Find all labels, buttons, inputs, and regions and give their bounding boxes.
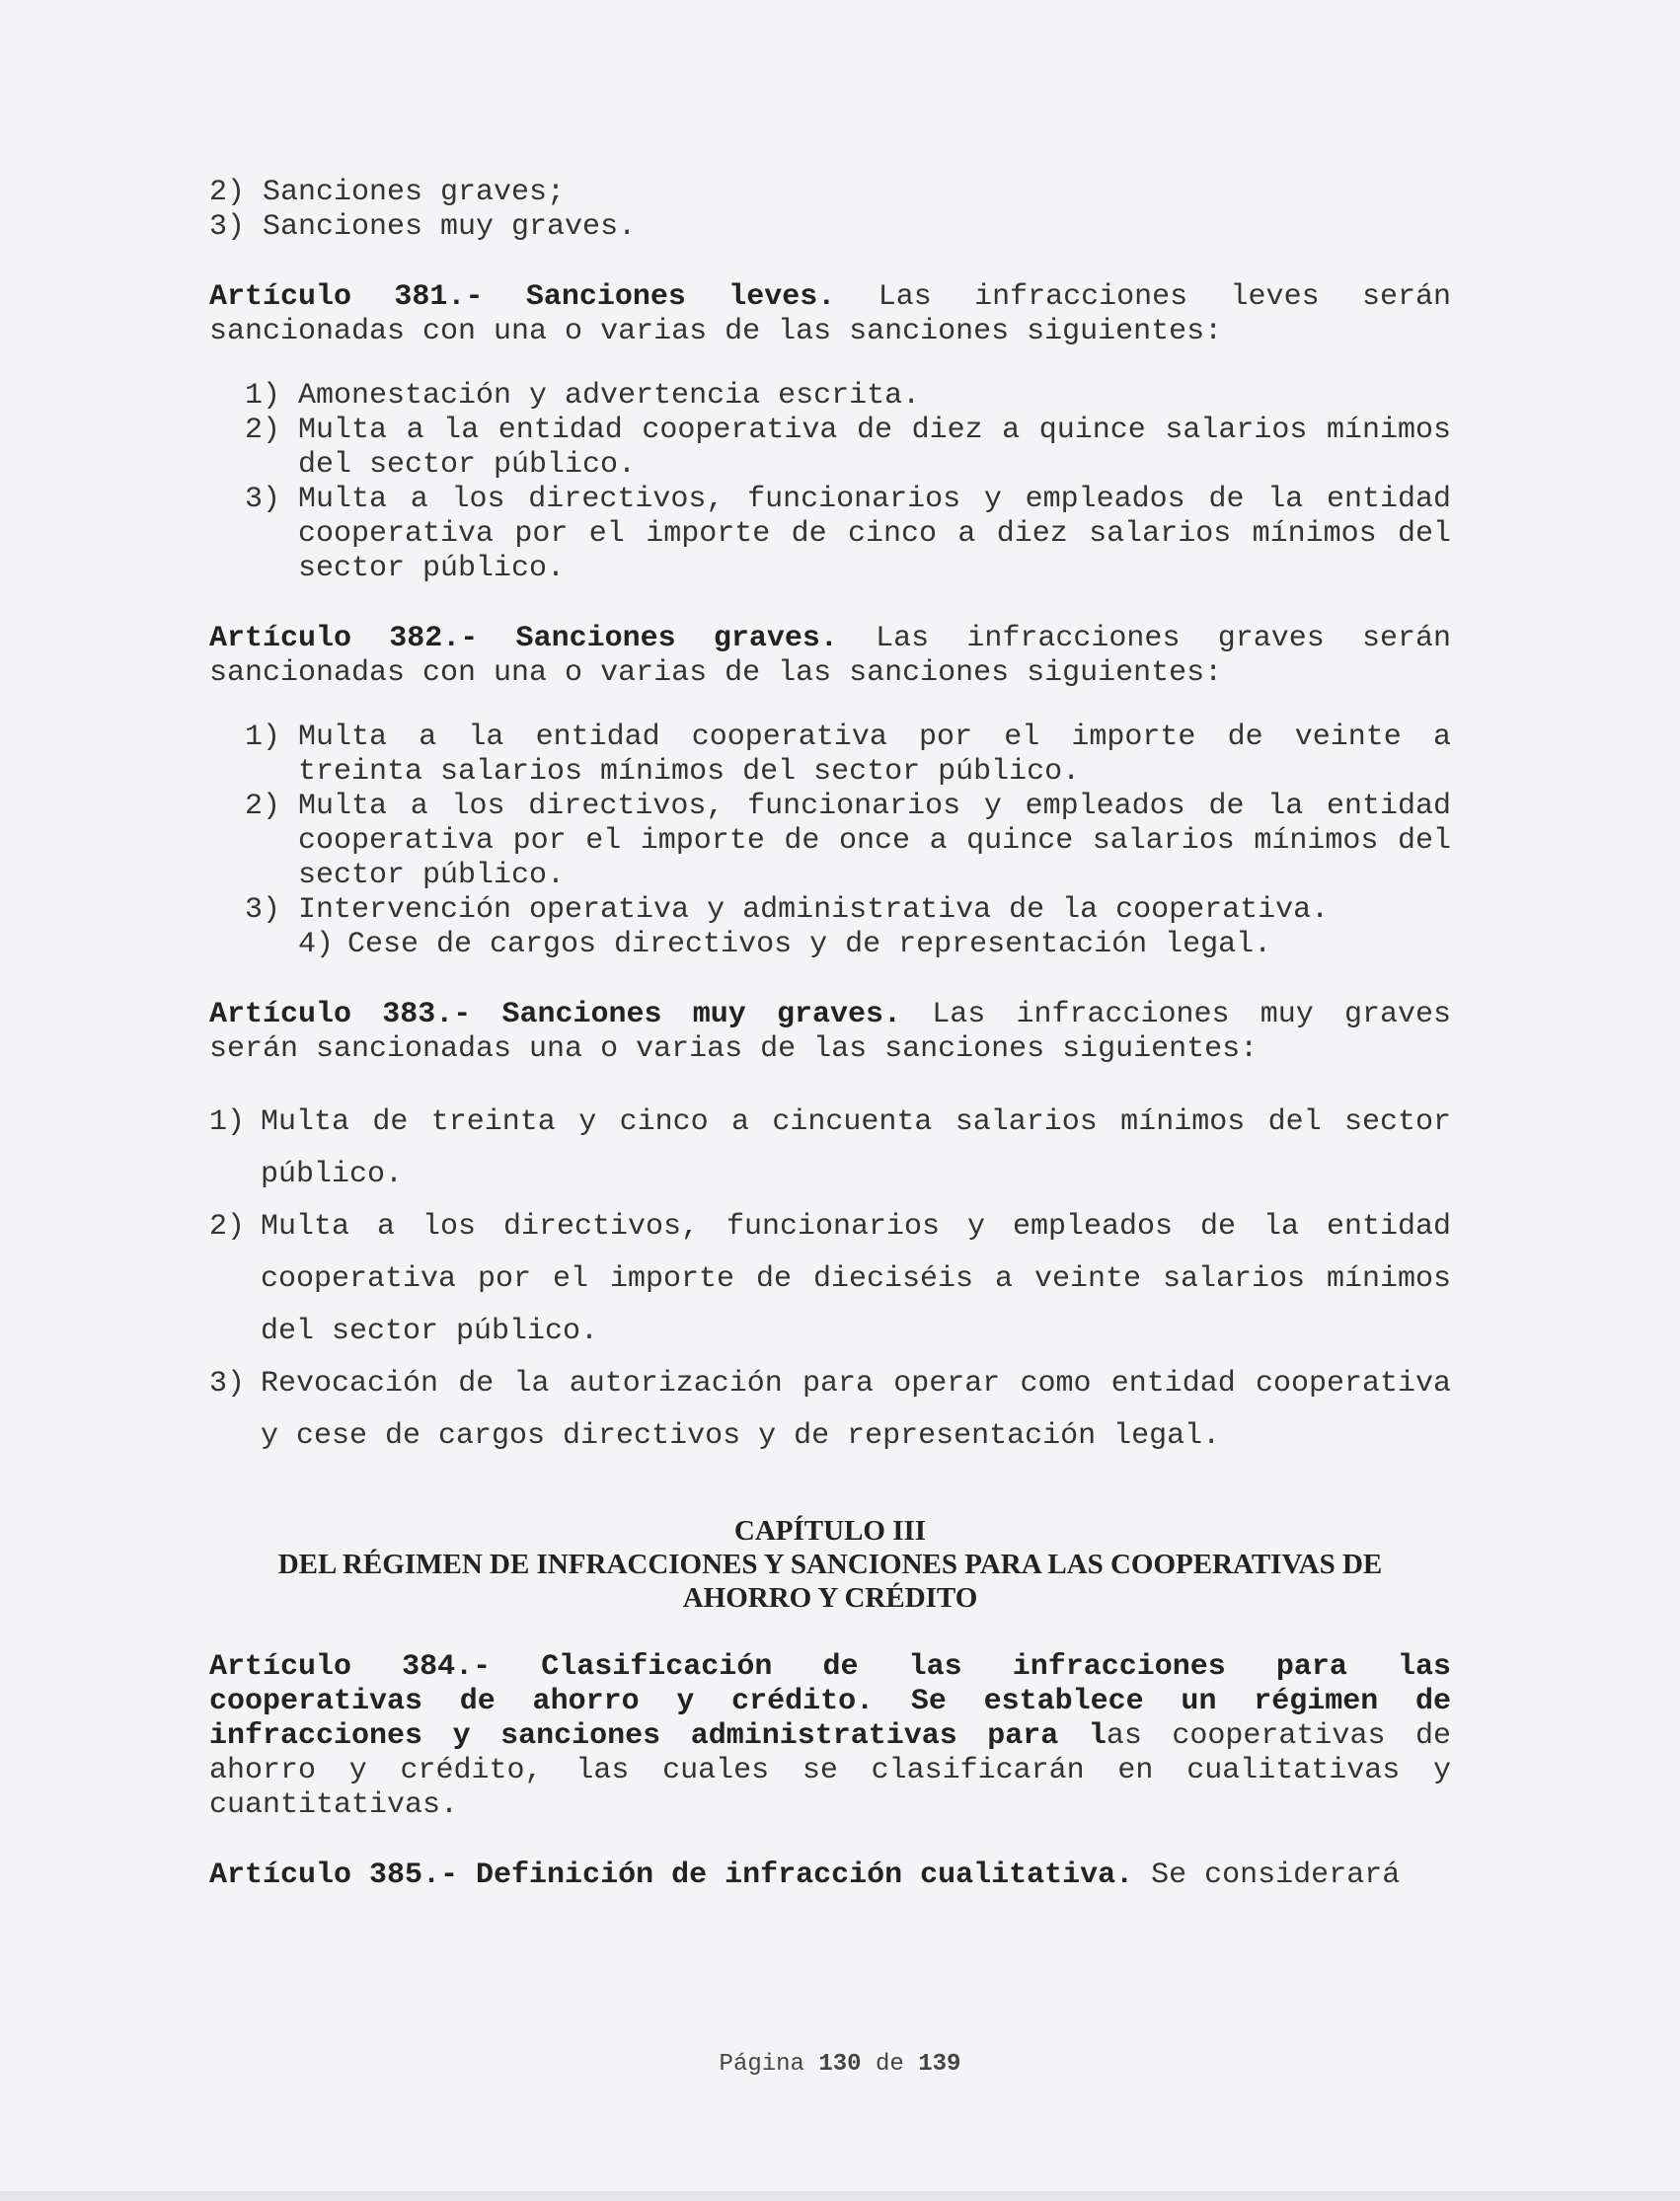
item-number: 3): [209, 1367, 246, 1401]
list-item: [209, 1358, 1451, 1463]
item-text: Amonestación y advertencia escrita.: [298, 379, 921, 413]
intro-list: [209, 176, 1451, 245]
list-item: [209, 790, 1451, 893]
item-number: 3): [245, 893, 281, 927]
item-text: Multa de treinta y cinco a cincuenta salarios mínimos del sector público.: [261, 1105, 1451, 1191]
item-number: 1): [245, 379, 281, 413]
item-text: Revocación de la autorización para operar como entidad cooperativa y cese de cargos directivos y de representación legal.: [261, 1367, 1451, 1453]
intro-line: 2) Sanciones graves;: [209, 176, 566, 209]
item-number: 1): [209, 1105, 246, 1139]
list-item: [209, 379, 1451, 414]
item-text: Multa a la entidad cooperativa por el importe de veinte a treinta salarios mínimos del sector público.: [298, 721, 1451, 789]
sanction-list: [209, 379, 1451, 586]
chapter-title-line: AHORRO Y CRÉDITO: [682, 1582, 978, 1614]
article-381: [209, 280, 1451, 586]
sanction-list: [209, 721, 1451, 962]
item-number: 3): [245, 483, 281, 516]
item-text: Intervención operativa y administrativa de la cooperativa.: [298, 893, 1330, 927]
article-text: Se considerará: [1133, 1859, 1401, 1892]
item-number: 2): [209, 1210, 246, 1244]
article-heading: Artículo 383.- Sanciones muy graves.: [209, 998, 902, 1031]
list-item: [209, 928, 1451, 962]
intro-line: 3) Sanciones muy graves.: [209, 210, 637, 244]
item-text: Multa a los directivos, funcionarios y empleados de la entidad cooperativa por el importe de cinco a diez salarios mínimos del sector público.: [298, 483, 1451, 585]
item-text: Multa a los directivos, funcionarios y empleados de la entidad cooperativa por el importe de dieciséis a veinte salarios mínimos del sector público.: [261, 1210, 1451, 1348]
article-383: [209, 998, 1451, 1463]
page-number: 130: [818, 2051, 862, 2078]
list-item: [209, 1201, 1451, 1358]
list-item: [209, 483, 1451, 586]
article-382: [209, 622, 1451, 962]
footer-separator: de: [876, 2051, 904, 2078]
article-heading: Artículo 381.- Sanciones leves.: [209, 280, 836, 314]
sanction-list: [209, 1097, 1451, 1463]
scan-edge: [0, 2191, 1680, 2201]
chapter-number: CAPÍTULO III: [733, 1515, 927, 1547]
article-heading: Artículo 385.- Definición de infracción cualitativa.: [209, 1859, 1134, 1892]
item-text: Multa a los directivos, funcionarios y empleados de la entidad cooperativa por el importe de once a quince salarios mínimos del sector público.: [298, 790, 1451, 892]
article-heading: Artículo 382.- Sanciones graves.: [209, 622, 838, 655]
item-text: Cese de cargos directivos y de representación legal.: [347, 928, 1272, 961]
article-385: [209, 1859, 1451, 1893]
page-footer: [0, 2047, 1680, 2082]
article-text: as cooperativas de ahorro y crédito, las cuales se clasificarán en cualitativas y cuantitativas.: [209, 1719, 1451, 1822]
footer-prefix: Página: [719, 2051, 804, 2078]
chapter-title-line: DEL RÉGIMEN DE INFRACCIONES Y SANCIONES PARA LAS COOPERATIVAS DE: [277, 1549, 1383, 1580]
article-384: [209, 1650, 1451, 1823]
list-item: [209, 1097, 1451, 1201]
page-total: 139: [918, 2051, 961, 2078]
item-number: 2): [245, 790, 281, 823]
chapter-heading: [209, 1514, 1451, 1615]
article-text: Las infracciones graves serán sancionadas con una o varias de las sanciones siguientes:: [209, 622, 1451, 690]
item-number: 4): [298, 928, 335, 961]
list-item: [209, 893, 1451, 928]
item-text: Multa a la entidad cooperativa de diez a quince salarios mínimos del sector público.: [298, 414, 1451, 482]
article-heading: Artículo 384.- Clasificación de las infracciones para las cooperativas de ahorro y crédito. Se establece un régimen de infracciones y sanciones administrativas para l: [209, 1650, 1451, 1753]
item-number: 1): [245, 721, 281, 754]
list-item: [209, 721, 1451, 790]
article-text: Las infracciones leves serán sancionadas con una o varias de las sanciones siguientes:: [209, 280, 1451, 348]
list-item: [209, 414, 1451, 483]
item-number: 2): [245, 414, 281, 447]
article-text: Las infracciones muy graves serán sancionadas una o varias de las sanciones siguientes:: [209, 998, 1451, 1066]
